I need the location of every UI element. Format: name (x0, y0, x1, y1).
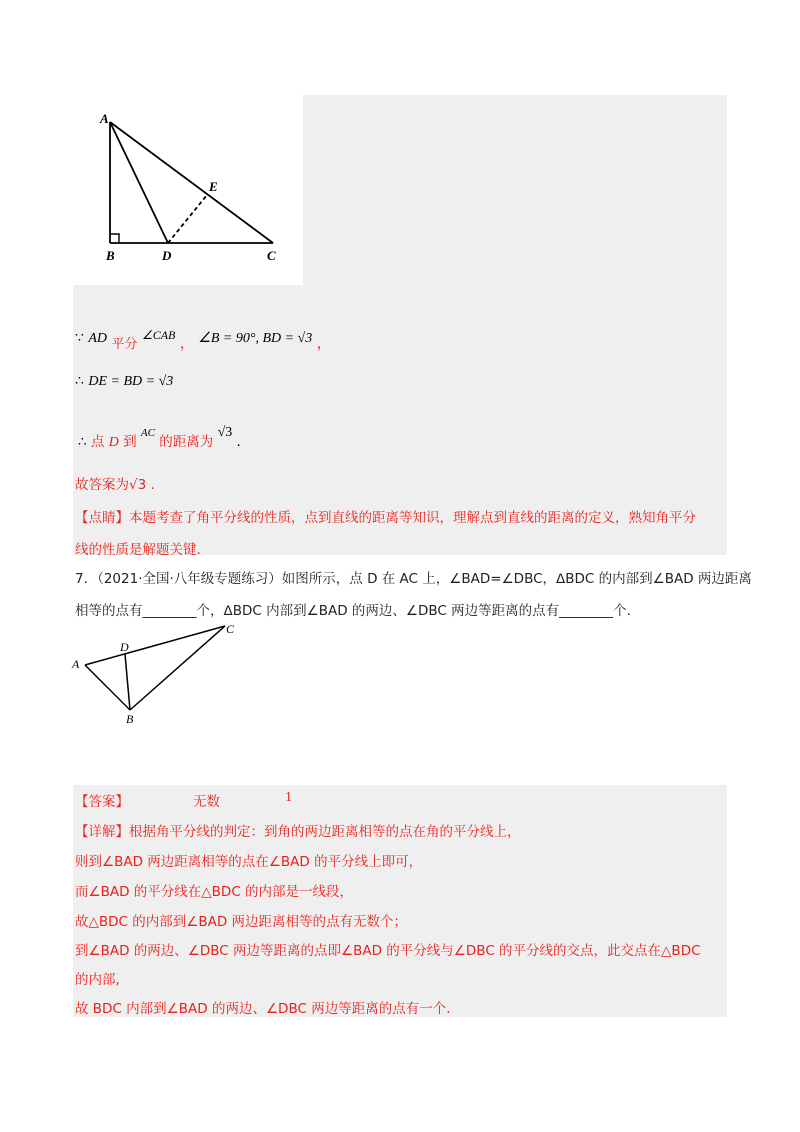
distance-text: 的距离为 (159, 434, 214, 450)
solution1-background-top (303, 95, 727, 285)
figure2-label-a: A (72, 657, 80, 671)
detail-line5: 到∠BAD 的两边、∠DBC 两边等距离的点即∠BAD 的平分线与∠DBC 的平分线的交点，此交点在△BDC (75, 943, 701, 959)
answer-value-2: 1 (285, 790, 292, 805)
angle-cab: ∠CAB (141, 328, 176, 342)
detail-line4: 故△BDC 的内部到∠BAD 两边距离相等的点有无数个； (75, 914, 408, 930)
comment-line2: 线的性质是解题关键. (75, 542, 201, 558)
figure1-triangle-diagram (95, 108, 295, 268)
therefore-symbol: ∴ (78, 434, 87, 449)
line-ac: AC (140, 427, 155, 439)
point-d: D (108, 435, 119, 450)
detail-line7: 故 BDC 内部到∠BAD 的两边、∠DBC 两边等距离的点有一个. (75, 1001, 451, 1017)
figure1-label-b: B (106, 248, 115, 263)
given-conditions: ∠B = 90°, BD = √3 (198, 331, 313, 346)
point-text: 点 (90, 434, 105, 450)
because-symbol: ∵ (75, 331, 84, 346)
comma: ， (316, 336, 331, 352)
figure1-label-c: C (267, 248, 276, 263)
segment-ad: AD (88, 331, 108, 346)
answer-value-1: 无数 (193, 794, 220, 810)
period: . (236, 434, 241, 450)
to-text: 到 (123, 434, 137, 450)
figure2-label-b: B (126, 712, 134, 726)
question7-line2: 相等的点有________个，ᐃBDC 内部到∠BAD 的两边、∠DBC 两边等距离的点有________个. (75, 603, 631, 619)
distance-value: √3 (217, 425, 233, 440)
therefore-symbol: ∴ (75, 374, 84, 389)
solution1-line1 (75, 327, 331, 352)
detail-line1: 【详解】根据角平分线的判定：到角的两边距离相等的点在角的平分线上， (75, 824, 521, 840)
detail-line2: 则到∠BAD 两边距离相等的点在∠BAD 的平分线上即可， (75, 854, 423, 870)
bisect-text: 平分 (111, 337, 138, 352)
comment-line1: 【点睛】本题考查了角平分线的性质，点到直线的距离等知识，理解点到直线的距离的定义，熟知角平分 (75, 510, 696, 526)
answer-line: 故答案为√3 . (75, 477, 155, 493)
detail-line3: 而∠BAD 的平分线在△BDC 的内部是一线段， (75, 884, 354, 900)
question7-line1: 7．（2021·全国·八年级专题练习）如图所示，点 D 在 AC 上，∠BAD=∠DBC，ᐃBDC 的内部到∠BAD 两边距离 (75, 571, 752, 587)
figure2-triangle-diagram (70, 618, 245, 733)
detail-line6: 的内部, (75, 972, 120, 988)
solution1-line2 (75, 373, 173, 390)
comma: ， (179, 336, 194, 352)
figure1-label-e: E (209, 179, 218, 194)
de-equals-bd: DE = BD = √3 (88, 374, 174, 389)
figure1-label-a: A (100, 111, 109, 126)
figure1-label-d: D (162, 248, 172, 263)
answer-label: 【答案】 (75, 794, 129, 810)
solution1-line3 (78, 425, 241, 451)
figure2-label-d: D (120, 640, 129, 654)
figure2-label-c: C (226, 622, 235, 636)
